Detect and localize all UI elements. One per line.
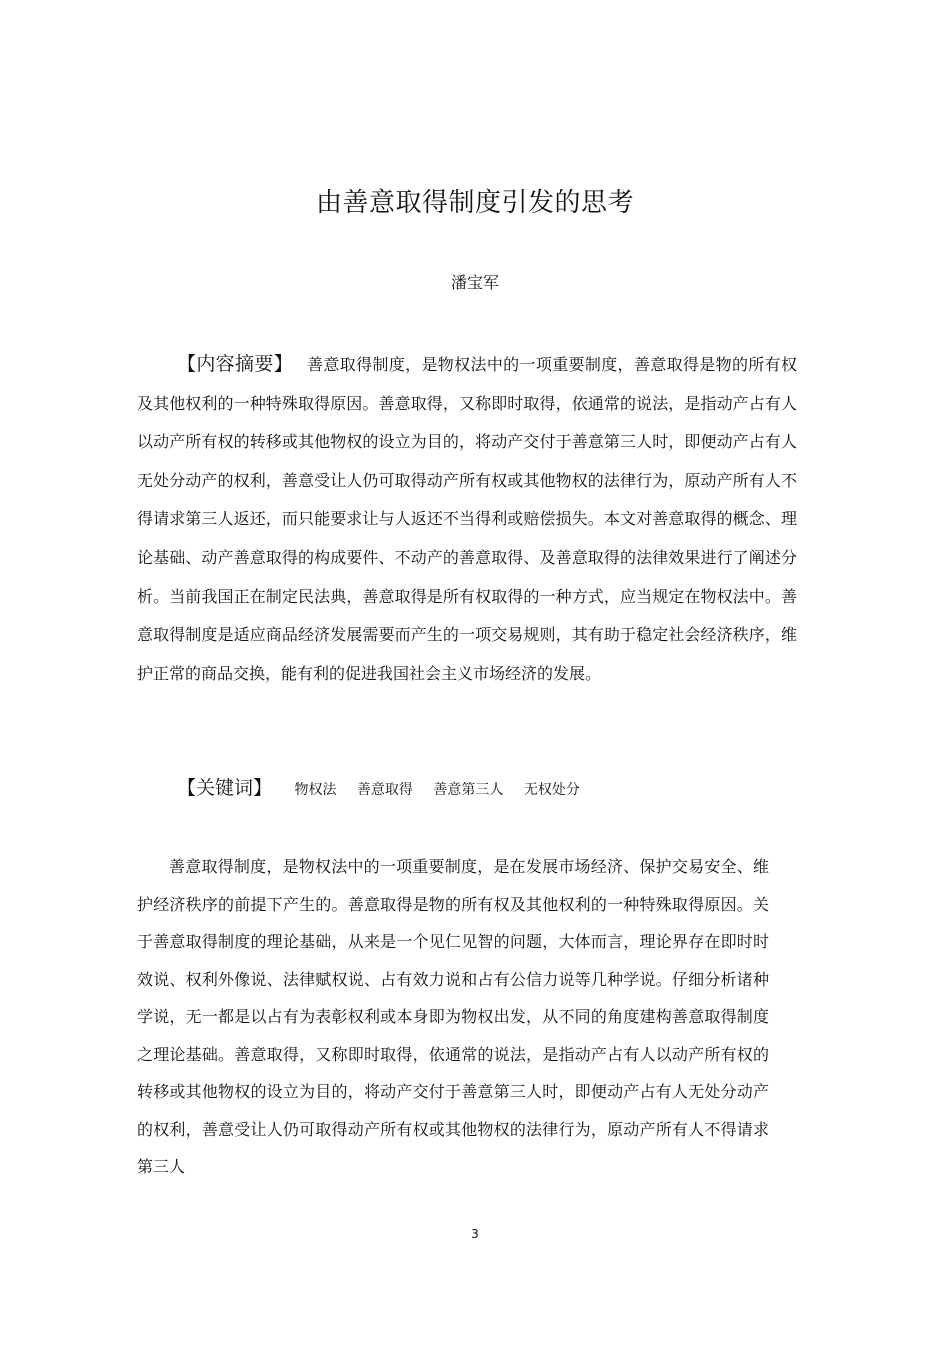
keywords-line <box>177 770 797 808</box>
abstract-label: 【内容摘要】 <box>177 353 294 375</box>
body-paragraph: 善意取得制度，是物权法中的一项重要制度，是在发展市场经济、保护交易安全、维护经济秩序的前提下产生的。善意取得是物的所有权及其他权利的一种特殊取得原因。关于善意取得制度的理论基础，从来是一个见仁见智的问题，大体而言，理论界存在即时时效说、权利外像说、法律赋权说、占有效力说和占有公信力说等几种学说。仔细分析诸种学说，无一都是以占有为表彰权利或本身即为物权出发，从不同的角度建构善意取得制度之理论基础。善意取得，又称即时取得，依通常的说法，是指动产占有人以动产所有权的转移或其他物权的设立为目的，将动产交付于善意第三人时，即便动产占有人无处分动产的权利，善意受让人仍可取得动产所有权或其他物权的法律行为，原动产所有人不得请求第三人 <box>137 857 769 1176</box>
page-number: 3 <box>471 1227 479 1241</box>
abstract-text: 善意取得制度，是物权法中的一项重要制度，善意取得是物的所有权及其他权利的一种特殊取得原因。善意取得，又称即时取得，依通常的说法，是指动产占有人以动产所有权的转移或其他物权的设立为目的，将动产交付于善意第三人时，即便动产占有人无处分动产的权利，善意受让人仍可取得动产所有权或其他物权的法律行为，原动产所有人不得请求第三人返还，而只能要求让与人返还不当得利或赔偿损失。本文对善意取得的概念、理论基础、动产善意取得的构成要件、不动产的善意取得、及善意取得的法律效果进行了阐述分析。当前我国正在制定民法典，善意取得是所有权取得的一种方式，应当规定在物权法中。善意取得制度是适应商品经济发展需要而产生的一项交易规则，其有助于稳定社会经济秩序，维护正常的商品交换，能有利的促进我国社会主义市场经济的发展。 <box>137 355 797 683</box>
keyword: 善意取得 <box>356 782 413 798</box>
abstract-paragraph <box>137 345 797 693</box>
keyword: 物权法 <box>294 782 337 798</box>
keyword: 无权处分 <box>523 782 580 798</box>
keywords-label: 【关键词】 <box>177 777 273 799</box>
document-title: 由善意取得制度引发的思考 <box>315 188 634 218</box>
keyword: 善意第三人 <box>433 782 504 798</box>
author-name: 潘宝军 <box>450 273 499 292</box>
